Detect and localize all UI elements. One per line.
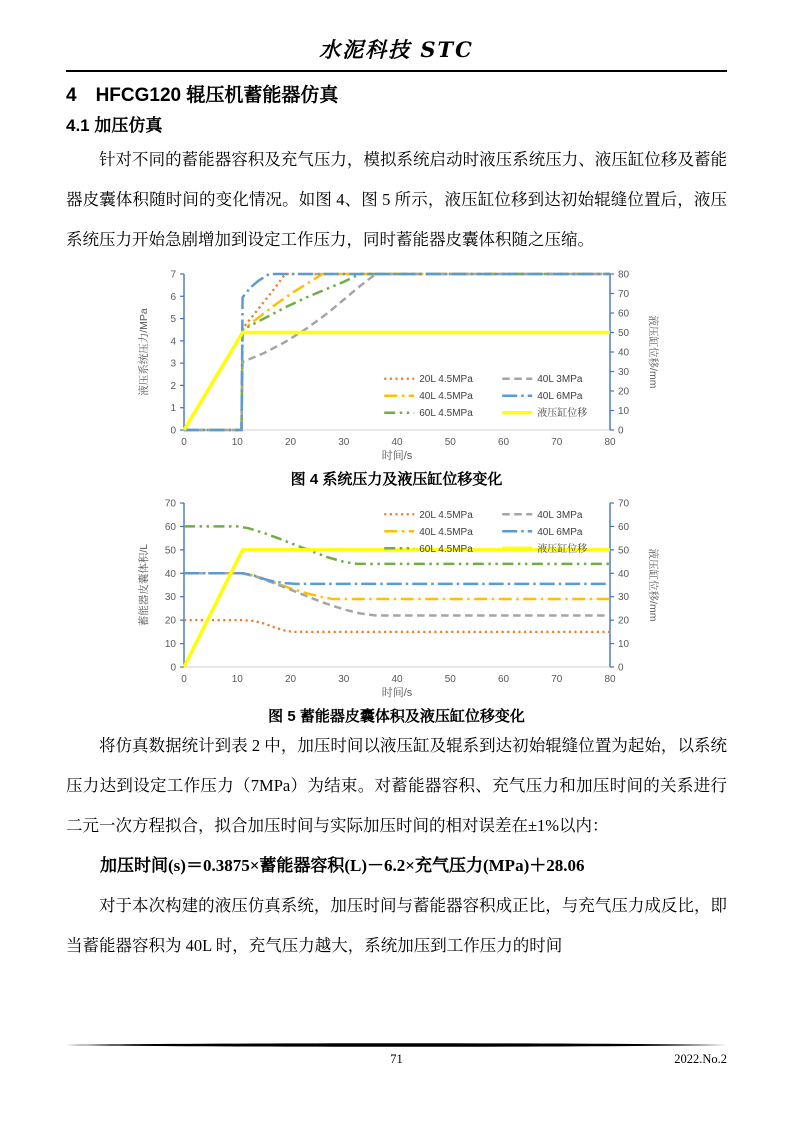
figure-4 — [66, 264, 727, 489]
chart-fig4-pressure-displacement — [66, 264, 727, 468]
series-60L 4.5MPa — [184, 274, 610, 430]
paragraph-conclusion: 对于本次构建的液压仿真系统，加压时间与蓄能器容积成正比，与充气压力成反比，即当蓄能器容积为 40L 时，充气压力越大，系统加压到工作压力的时间 — [66, 896, 727, 955]
legend-label-40L 4.5MPa: 40L 4.5MPa — [418, 391, 473, 403]
axis-tick-label: 30 — [617, 592, 629, 604]
axis-tick-label: 40 — [390, 437, 403, 448]
axis-tick-label: 0 — [169, 662, 176, 674]
axis-tick-label: 时间/s — [381, 450, 412, 462]
series-20L 4.5MPa — [184, 274, 610, 430]
axis-tick-label: 60 — [497, 437, 509, 448]
legend-label-液压缸位移: 液压缸位移 — [536, 543, 587, 555]
series-40L 6MPa — [184, 573, 610, 584]
axis-tick-label: 10 — [617, 406, 629, 417]
axis-tick-label: 80 — [617, 269, 629, 281]
left-axis-title: 蓄能器皮囊体积/L — [137, 543, 150, 627]
axis-tick-label: 6 — [169, 291, 176, 303]
legend-label-40L 4.5MPa: 40L 4.5MPa — [418, 526, 473, 538]
right-axis-title: 液压缸位移/mm — [646, 548, 659, 622]
axis-tick-label: 40 — [617, 347, 629, 359]
line-chart-svg — [132, 264, 662, 468]
axis-tick-label: 80 — [603, 674, 616, 685]
axis-tick-label: 2 — [169, 380, 176, 392]
series-液压缸位移 — [184, 550, 610, 667]
axis-tick-label: 40 — [164, 568, 176, 580]
axis-tick-label: 7 — [169, 269, 176, 281]
axis-tick-label: 0 — [169, 425, 176, 437]
figure-5 — [66, 493, 727, 726]
axis-tick-label: 50 — [617, 545, 629, 557]
axis-tick-label: 10 — [231, 674, 243, 685]
axis-tick-label: 60 — [497, 674, 509, 685]
axis-tick-label: 0 — [180, 437, 187, 448]
axis-tick-label: 50 — [444, 674, 456, 685]
axis-tick-label: 30 — [617, 367, 629, 378]
axis-tick-label: 20 — [617, 615, 629, 627]
axis-tick-label: 5 — [169, 314, 176, 326]
page-footer — [66, 1042, 727, 1072]
issue-label: 2022.No.2 — [674, 1052, 727, 1066]
axis-tick-label: 10 — [617, 639, 629, 651]
axis-tick-label: 60 — [617, 308, 629, 320]
legend-label-40L 6MPa: 40L 6MPa — [536, 391, 582, 403]
axis-tick-label: 20 — [284, 437, 296, 448]
axis-tick-label: 80 — [603, 437, 616, 448]
axis-tick-label: 0 — [180, 674, 187, 685]
axis-tick-label: 60 — [617, 521, 629, 533]
axis-tick-label: 50 — [617, 328, 629, 339]
axis-tick-label: 70 — [550, 674, 562, 685]
footer-rule — [66, 1042, 727, 1048]
series-40L 4.5MPa — [184, 274, 610, 430]
axis-tick-label: 时间/s — [381, 687, 412, 699]
section-heading: 4 HFCG120 辊压机蓄能器仿真 — [66, 85, 339, 106]
series-40L 3MPa — [184, 274, 610, 430]
legend-label-60L 4.5MPa: 60L 4.5MPa — [418, 543, 473, 555]
footer-row — [66, 1052, 727, 1072]
series-20L 4.5MPa — [184, 620, 610, 632]
right-axis-title: 液压缸位移/mm — [646, 315, 659, 389]
axis-tick-label: 20 — [164, 615, 176, 627]
axis-tick-label: 1 — [169, 403, 176, 415]
axis-tick-label: 10 — [231, 437, 243, 448]
figure-5-caption: 图 5 蓄能器皮囊体积及液压缸位移变化 — [268, 708, 525, 725]
page-number: 71 — [390, 1052, 403, 1066]
formula-pressurization-time: 加压时间(s)＝0.3875×蓄能器容积(L)－6.2×充气压力(MPa)＋28.06 — [100, 856, 585, 875]
legend-label-40L 3MPa: 40L 3MPa — [536, 374, 582, 386]
axis-tick-label: 70 — [550, 437, 562, 448]
axis-tick-label: 50 — [444, 437, 456, 448]
axis-tick-label: 30 — [164, 592, 176, 604]
axis-tick-label: 40 — [390, 674, 403, 685]
paragraph-fitting: 将仿真数据统计到表 2 中，加压时间以液压缸及辊系到达初始辊缝位置为起始，以系统压力达到设定工作压力（7MPa）为结束。对蓄能器容积、充气压力和加压时间的关系进行二元一次方程拟合，拟合加压时间与实际加压时间的相对误差在±1%以内： — [66, 736, 727, 835]
legend-label-40L 6MPa: 40L 6MPa — [536, 526, 582, 538]
legend-label-40L 3MPa: 40L 3MPa — [536, 509, 582, 521]
axis-tick-label: 0 — [617, 662, 624, 674]
journal-header — [66, 34, 727, 72]
journal-title: 水泥科技 STC — [319, 37, 474, 62]
axis-tick-label: 70 — [164, 498, 176, 510]
series-40L 4.5MPa — [184, 573, 610, 599]
axis-tick-label: 30 — [337, 437, 349, 448]
axis-tick-label: 3 — [169, 358, 176, 370]
legend-label-20L 4.5MPa: 20L 4.5MPa — [418, 509, 473, 521]
legend-label-60L 4.5MPa: 60L 4.5MPa — [418, 408, 473, 420]
axis-tick-label: 4 — [169, 336, 176, 348]
paragraph-intro: 针对不同的蓄能器容积及充气压力，模拟系统启动时液压系统压力、液压缸位移及蓄能器皮囊体积随时间的变化情况。如图 4、图 5 所示，液压缸位移到达初始辊缝位置后，液压系统压力开始急剧增加到设定工作压力，同时蓄能器皮囊体积随之压缩。 — [66, 150, 727, 249]
axis-tick-label: 40 — [617, 568, 629, 580]
subsection-heading: 4.1 加压仿真 — [66, 116, 163, 135]
axis-tick-label: 70 — [617, 498, 629, 510]
axis-tick-label: 30 — [337, 674, 349, 685]
header-rule — [66, 70, 727, 72]
series-40L 6MPa — [184, 274, 610, 430]
line-chart-svg — [132, 493, 662, 705]
left-axis-title: 液压系统压力/MPa — [137, 308, 150, 396]
axis-tick-label: 60 — [164, 521, 176, 533]
axis-tick-label: 20 — [617, 386, 629, 398]
axis-tick-label: 20 — [284, 674, 296, 685]
chart-fig5-volume-displacement — [66, 493, 727, 705]
axis-tick-label: 0 — [617, 425, 624, 437]
axis-tick-label: 70 — [617, 289, 629, 300]
legend-label-液压缸位移: 液压缸位移 — [536, 408, 587, 420]
figure-4-caption: 图 4 系统压力及液压缸位移变化 — [290, 471, 503, 488]
series-40L 3MPa — [184, 573, 610, 615]
axis-tick-label: 10 — [164, 639, 176, 651]
axis-tick-label: 50 — [164, 545, 176, 557]
legend-label-20L 4.5MPa: 20L 4.5MPa — [418, 374, 473, 386]
